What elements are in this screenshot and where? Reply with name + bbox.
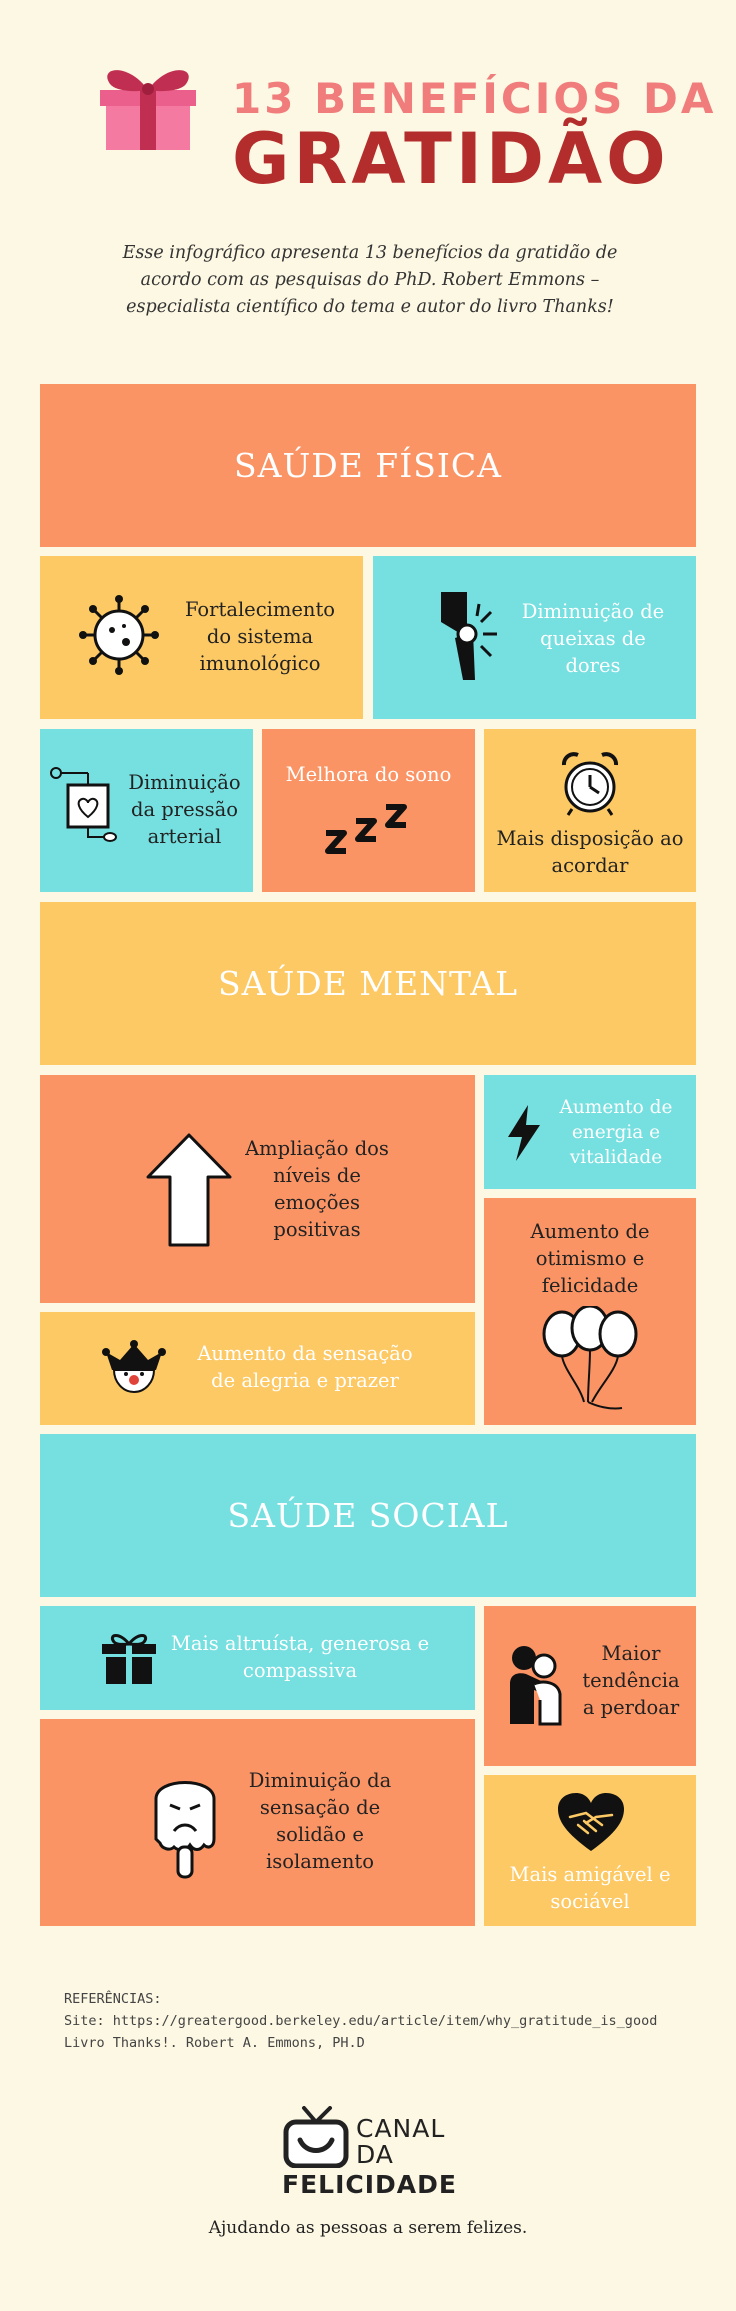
benefit-altruista — [40, 1606, 475, 1710]
references-book: Livro Thanks!. Robert A. Emmons, PH.D — [64, 2035, 365, 2051]
references — [64, 1988, 657, 2054]
section-title-text: SAÚDE MENTAL — [218, 964, 518, 1003]
lightning-icon — [504, 1103, 544, 1163]
benefit-imune — [40, 556, 363, 719]
section-title-saude-mental — [40, 902, 696, 1065]
references-heading: REFERÊNCIAS: — [64, 1991, 162, 2007]
logo-line-felicidade: FELICIDADE — [282, 2170, 457, 2199]
intro-text: Esse infográfico apresenta 13 benefícios da gratidão de acordo com as pesquisas do PhD. Robert Emmons – especialista científico do tema e autor do livro Thanks! — [122, 243, 618, 317]
tagline: Ajudando as pessoas a serem felizes. — [208, 2218, 528, 2238]
tv-logo-icon — [282, 2106, 350, 2168]
section-title-saude-social — [40, 1434, 696, 1597]
benefit-label: Aumento de energia e vitalidade — [559, 1097, 673, 1168]
benefit-label: Fortalecimento do sistema imunológico — [184, 598, 336, 675]
balloons-icon — [540, 1306, 640, 1416]
title-top: 13 BENEFÍCIOS DA — [232, 74, 717, 123]
benefit-disposicao — [484, 729, 696, 892]
virus-icon — [76, 592, 162, 678]
section-title-saude-fisica — [40, 384, 696, 547]
logo-text — [356, 2116, 445, 2168]
sad-popsicle-icon — [150, 1769, 220, 1879]
benefit-label: Mais altruísta, generosa e compassiva — [170, 1632, 430, 1682]
knee-pain-icon — [433, 592, 503, 682]
benefit-alegria — [40, 1312, 475, 1425]
benefit-label: Aumento da sensação de alegria e prazer — [197, 1342, 413, 1392]
alarm-clock-icon — [558, 749, 622, 817]
benefit-dores — [373, 556, 696, 719]
benefit-label: Aumento de otimismo e felicidade — [530, 1220, 650, 1297]
benefit-label: Mais amigável e sociável — [509, 1863, 671, 1913]
benefit-solidao — [40, 1719, 475, 1926]
handshake-heart-icon — [556, 1793, 626, 1853]
benefit-label: Melhora do sono — [285, 763, 452, 786]
jester-icon — [100, 1340, 168, 1396]
benefit-emocoes — [40, 1075, 475, 1303]
benefit-label: Diminuição da sensação de solidão e isolamento — [248, 1769, 392, 1873]
arrow-up-icon — [144, 1131, 234, 1249]
benefit-pressao — [40, 729, 253, 892]
benefit-label: Ampliação dos níveis de emoções positivas — [245, 1137, 389, 1241]
benefit-energia — [484, 1075, 696, 1189]
benefit-perdoar — [484, 1606, 696, 1766]
hug-icon — [504, 1644, 564, 1726]
benefit-label: Maior tendência a perdoar — [582, 1642, 680, 1719]
benefit-label: Diminuição da pressão arterial — [128, 771, 241, 848]
gift-logo-icon — [88, 62, 208, 152]
section-title-text: SAÚDE FÍSICA — [234, 446, 502, 485]
page-title: GRATIDÃO — [232, 118, 670, 200]
blood-pressure-icon — [48, 765, 118, 855]
section-title-text: SAÚDE SOCIAL — [227, 1496, 509, 1535]
benefit-label: Mais disposição ao acordar — [496, 827, 684, 877]
logo-line-canal: CANAL — [356, 2114, 446, 2143]
sleep-zzz-icon — [322, 803, 418, 855]
benefit-label: Diminuição de queixas de dores — [521, 600, 665, 677]
benefit-sono — [262, 729, 475, 892]
benefit-amigavel — [484, 1775, 696, 1926]
gift-icon — [100, 1630, 158, 1686]
benefit-otimismo — [484, 1198, 696, 1425]
references-site: Site: https://greatergood.berkeley.edu/article/item/why_gratitude_is_good — [64, 2013, 658, 2029]
logo-line-da: DA — [356, 2140, 394, 2169]
